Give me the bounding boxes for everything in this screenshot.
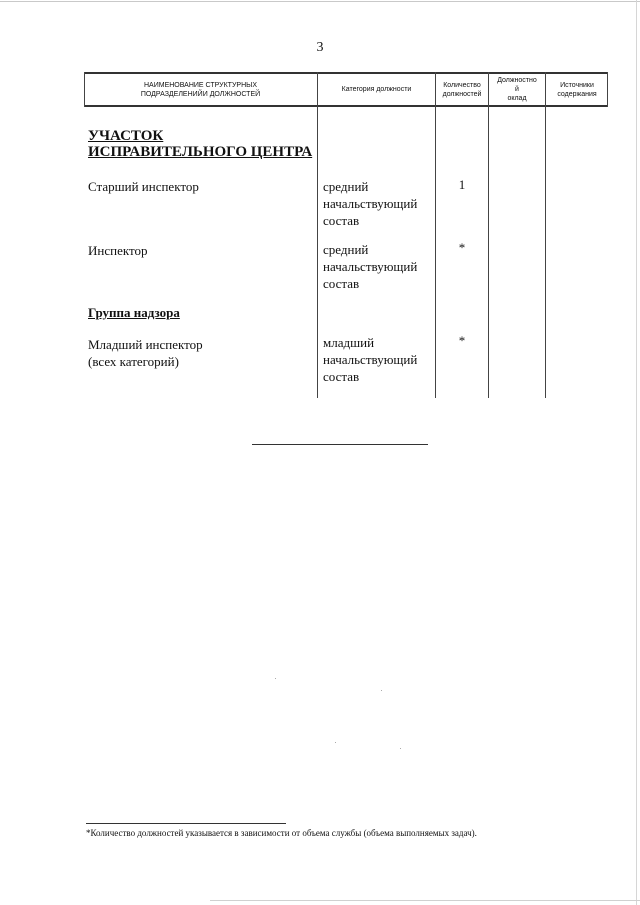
row-1-name: Старший инспектор (88, 179, 199, 194)
scan-speck (400, 748, 401, 749)
page-edge-right (636, 0, 637, 905)
header-name-column: НАИМЕНОВАНИЕ СТРУКТУРНЫХ ПОДРАЗДЕЛЕНИЙИ ДОЛЖНОСТЕЙ (140, 81, 261, 98)
row-3-quantity: * (458, 333, 466, 348)
row-1-category: средний начальствующий состав (323, 179, 418, 228)
table-header-bottom-border (84, 105, 608, 107)
scan-speck (381, 690, 382, 691)
page-edge-bottom (210, 900, 640, 901)
row-2-name: Инспектор (88, 243, 148, 258)
header-quantity-column: Количество должностей (442, 81, 482, 98)
table-end-separator (252, 444, 428, 445)
column-divider-2 (435, 72, 436, 398)
page-edge-top (0, 1, 640, 2)
column-divider-3 (488, 72, 489, 398)
scan-speck (275, 678, 276, 679)
row-2-quantity: * (458, 240, 466, 255)
header-funding-column: Источники содержания (557, 81, 597, 98)
page-number: 3 (316, 40, 324, 55)
group-title: Группа надзора (88, 305, 180, 320)
header-salary-column: Должностно й оклад (497, 77, 537, 102)
scan-speck (335, 742, 336, 743)
footnote: *Количество должностей указывается в зависимости от объема службы (объема выполняемых задач). (86, 828, 477, 838)
row-2-category: средний начальствующий состав (323, 242, 418, 291)
row-1-quantity: 1 (458, 177, 466, 192)
row-3-category: младший начальствующий состав (323, 335, 418, 384)
column-divider-4 (545, 72, 546, 398)
row-3-name: Младший инспектор (всех категорий) (88, 337, 203, 369)
footnote-separator (86, 823, 286, 824)
header-category-column: Категория должности (341, 86, 412, 93)
section-title: УЧАСТОК ИСПРАВИТЕЛЬНОГО ЦЕНТРА (88, 128, 313, 160)
column-divider-1 (317, 72, 318, 398)
